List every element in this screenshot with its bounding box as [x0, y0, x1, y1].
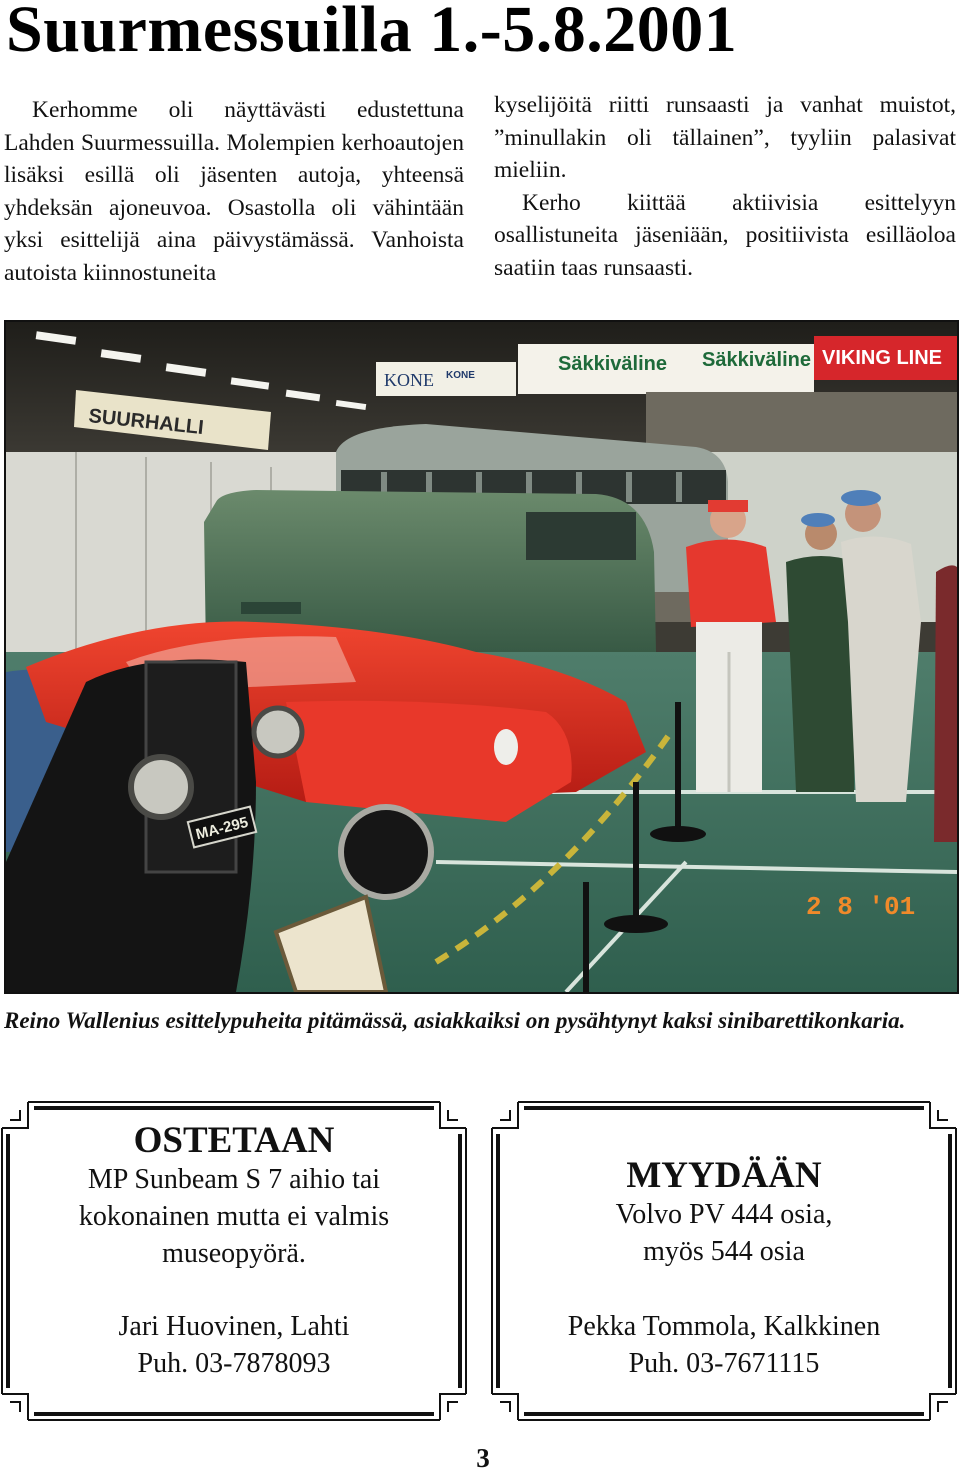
ad-heading: MYYDÄÄN: [626, 1155, 822, 1196]
page-number: 3: [476, 1443, 490, 1473]
ad-line: myös 544 osia: [643, 1236, 805, 1267]
article-paragraph: Kerhomme oli näyttävästi edustettuna Lahden Suurmessuilla. Molempien kerhoautojen lisäksi esillä oli jäsenten autoja, yhteensä yhdeksän ajoneuvoa. Osastolla oli vähintään yksi esittelijä aina päivystämässä. Vanhoista autoista kiinnostuneita: [4, 97, 464, 286]
suurhalli-sign-text: SUURHALLI: [87, 405, 205, 440]
ad-contact: Jari Huovinen, Lahti: [118, 1311, 350, 1342]
exhibition-photo: [4, 320, 959, 994]
article-column-right: [494, 89, 956, 285]
ad-phone: Puh. 03-7878093: [137, 1348, 331, 1379]
kone-sign-text: KONE: [384, 370, 434, 390]
person-partial: [934, 565, 957, 842]
photo-caption: Reino Wallenius esittelypuheita pitämässä, asiakkaiksi on pysähtynyt kaksi sinibarettikonkaria.: [4, 1008, 906, 1033]
article-column-left: [4, 94, 464, 290]
article-paragraph: Kerho kiittää aktiivisia esittelyyn osallistuneita jäseniään, positiivista esilläoloa saatiin taas runsaasti.: [494, 189, 956, 281]
wanted-ad-box: [0, 1100, 468, 1422]
ad-phone: Puh. 03-7671115: [628, 1348, 820, 1379]
ad-contact: Pekka Tommola, Kalkkinen: [567, 1311, 881, 1342]
sakkivaline-banner: [518, 344, 814, 394]
article-title: Suurmessuilla 1.-5.8.2001: [6, 0, 738, 66]
viking-line-banner: [814, 336, 957, 380]
ad-content: [490, 1100, 958, 1422]
sakkivaline-sign-text: Säkkiväline: [558, 353, 667, 375]
photo-date-stamp: 2 8 '01: [806, 892, 916, 922]
license-plate: MA-295: [194, 813, 250, 844]
sakkivaline-sign-text-2: Säkkiväline: [702, 349, 811, 371]
ad-line: Volvo PV 444 osia,: [615, 1199, 833, 1230]
kone-banner: [376, 362, 516, 396]
for-sale-ad-box: [490, 1100, 958, 1422]
viking-line-sign-text: VIKING LINE: [822, 347, 943, 369]
exhibition-hall-illustration: [6, 322, 957, 992]
kone-sign-small-text: KONE: [446, 370, 475, 381]
ad-content: [0, 1100, 468, 1422]
ad-heading: OSTETAAN: [133, 1120, 335, 1161]
ad-line: kokonainen mutta ei valmis: [78, 1201, 390, 1232]
ad-line: museopyörä.: [162, 1238, 306, 1269]
article-paragraph: kyselijöitä riitti runsaasti ja vanhat muistot, ”minullakin oli tällainen”, tyyliin palasivat mieliin.: [494, 92, 956, 184]
ad-line: MP Sunbeam S 7 aihio tai: [87, 1164, 381, 1195]
